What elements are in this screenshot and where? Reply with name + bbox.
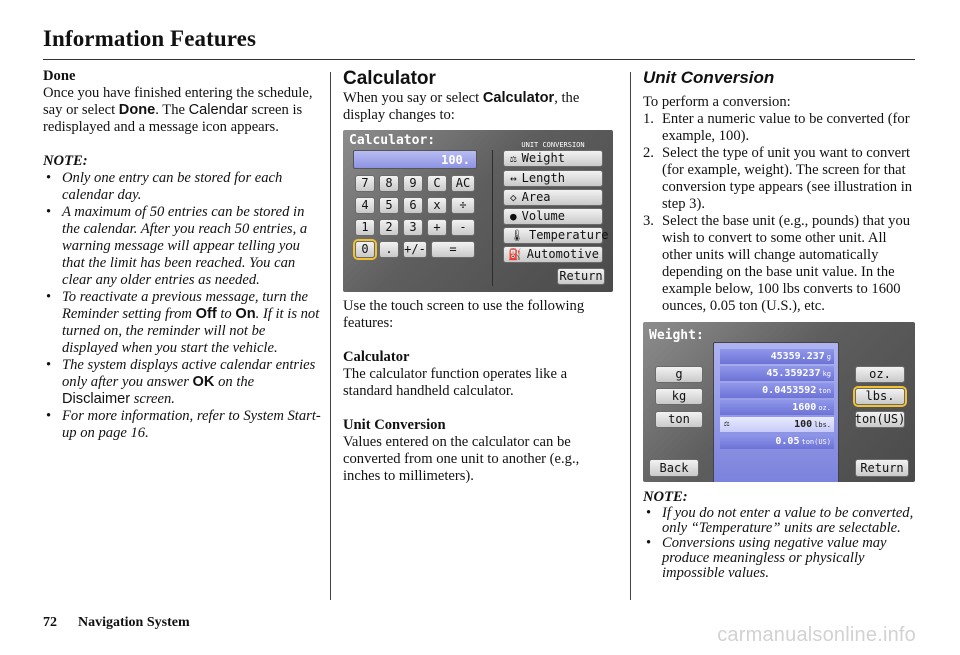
note-item: • For more information, refer to System Start-up on page 16.: [43, 408, 323, 442]
note-item: • If you do not enter a value to be converted, only “Temperature” units are selectable.: [643, 506, 918, 536]
calculator-description: The calculator function operates like a standard handheld calculator.: [343, 366, 568, 399]
unit-conversion-header: UNIT CONVERSION: [521, 141, 585, 149]
key-5[interactable]: 5: [379, 197, 399, 214]
calculator-screen-title: Calculator:: [349, 133, 436, 148]
done-paragraph: Once you have finished entering the schedule, say or select Done. The Calendar screen is redisplayed and a message icon appears.: [43, 85, 313, 135]
key-plus[interactable]: +: [427, 219, 447, 236]
value-row: 0.05 ton(US): [720, 434, 834, 449]
unit-area-button[interactable]: ◇ Area: [503, 189, 603, 206]
unit-conversion-heading: Unit Conversion: [643, 68, 775, 87]
unit-ton-us-button[interactable]: ton(US): [854, 412, 906, 426]
unit-lbs-button[interactable]: lbs.: [855, 388, 905, 405]
key-7[interactable]: 7: [355, 175, 375, 192]
weight-screen-title: Weight:: [649, 328, 704, 343]
page-title: Information Features: [43, 26, 257, 51]
calculator-intro: When you say or select Calculator, the display changes to:: [343, 90, 580, 123]
back-button[interactable]: Back: [649, 459, 699, 477]
key-minus[interactable]: -: [451, 219, 475, 236]
key-multiply[interactable]: x: [427, 197, 447, 214]
unit-kg-button[interactable]: kg: [655, 388, 703, 405]
step-item: 2. Select the type of unit you want to convert (for example, weight). The screen for that conversion type appears (see illustration in step 3).: [643, 145, 913, 212]
done-section: [43, 68, 323, 442]
step-item: 1. Enter a numeric value to be converted (for example, 100).: [643, 111, 910, 144]
unit-ton-button[interactable]: ton: [655, 411, 703, 428]
step-item: 3. Select the base unit (e.g., pounds) that you wish to convert to some other unit. All other units will change automatically depending on the base unit value. In the example below, 100 lbs converts to 1600 ounces, 0.05 ton (U.S.), etc.: [643, 213, 911, 314]
note-item: • A maximum of 50 entries can be stored in the calendar. After you reach 50 entries, a warning message will appear telling you that the limit has been reached. You can clear any older entries as needed.: [43, 204, 323, 289]
key-1[interactable]: 1: [355, 219, 375, 236]
done-heading: Done: [43, 68, 76, 84]
key-plus-minus[interactable]: +/-: [404, 242, 426, 256]
unit-oz-button[interactable]: oz.: [855, 366, 905, 383]
weight-values-panel: [713, 342, 839, 482]
weight-screen: [643, 322, 915, 482]
key-divide[interactable]: ÷: [451, 197, 475, 214]
note-label: NOTE:: [43, 153, 88, 169]
key-8[interactable]: 8: [379, 175, 399, 192]
note-item: • The system displays active calendar entries only after you answer OK on the Disclaimer screen.: [43, 357, 323, 408]
value-row: 45.359237 kg: [720, 366, 834, 381]
note-item: • To reactivate a previous message, turn the Reminder setting from Off to On. If it is not turned on, the reminder will not be displayed when you start the vehicle.: [43, 289, 323, 357]
note-item: • Conversions using negative value may produce meaningless or physically impossible values.: [643, 536, 918, 581]
unit-length-button[interactable]: ↔ Length: [503, 170, 603, 187]
touch-screen-paragraph: Use the touch screen to use the following features:: [343, 298, 585, 331]
unit-g-button[interactable]: g: [655, 366, 703, 383]
calculator-subheading: Calculator: [343, 349, 410, 365]
note-list: [43, 170, 323, 442]
length-icon: ↔: [510, 172, 517, 185]
weight-icon: ⚖: [510, 152, 517, 165]
watermark: carmanualsonline.info: [717, 624, 916, 646]
calculator-screen: [343, 130, 613, 292]
value-row: 0.0453592 ton: [720, 383, 834, 398]
unit-conversion-description: Values entered on the calculator can be converted from one unit to another (e.g., inches to millimeters).: [343, 434, 580, 484]
volume-icon: ●: [510, 210, 517, 223]
calculator-heading: Calculator: [343, 68, 436, 89]
thermometer-icon: 🌡: [510, 229, 524, 242]
key-6[interactable]: 6: [403, 197, 423, 214]
conversion-steps: [643, 111, 918, 315]
car-icon: ⛽: [508, 248, 522, 261]
column-divider: [630, 72, 631, 600]
value-row: 45359.237 g: [720, 349, 834, 364]
weight-icon: ⚖: [724, 419, 730, 429]
value-row: 1600 oz.: [720, 400, 834, 415]
note-label: NOTE:: [643, 489, 688, 505]
footer-label: Navigation System: [78, 615, 190, 630]
unit-temperature-button[interactable]: 🌡 Temperature: [503, 227, 603, 244]
unit-automotive-button[interactable]: ⛽ Automotive: [503, 246, 603, 263]
unit-conversion-subheading: Unit Conversion: [343, 417, 446, 433]
key-9[interactable]: 9: [403, 175, 423, 192]
key-4[interactable]: 4: [355, 197, 375, 214]
conversion-intro: To perform a conversion:: [643, 94, 791, 110]
unit-volume-button[interactable]: ● Volume: [503, 208, 603, 225]
key-all-clear[interactable]: AC: [451, 175, 475, 192]
key-decimal[interactable]: .: [379, 241, 399, 258]
unit-conversion-section: [643, 68, 918, 581]
key-equals[interactable]: =: [431, 241, 475, 258]
key-3[interactable]: 3: [403, 219, 423, 236]
calculator-section: [343, 68, 618, 485]
key-clear[interactable]: C: [427, 175, 447, 192]
header-rule: [43, 59, 915, 60]
unit-weight-button[interactable]: ⚖ Weight: [503, 150, 603, 167]
page-number: 72: [43, 615, 57, 630]
calculator-display: 100.: [353, 150, 477, 169]
return-button[interactable]: Return: [855, 459, 909, 477]
area-icon: ◇: [510, 191, 517, 204]
note-item: • Only one entry can be stored for each calendar day.: [43, 170, 323, 204]
return-button[interactable]: Return: [557, 268, 605, 285]
key-2[interactable]: 2: [379, 219, 399, 236]
base-value-row: ⚖ 100 lbs.: [720, 417, 834, 432]
column-divider: [330, 72, 331, 600]
note-list: [643, 506, 918, 581]
key-0[interactable]: 0: [355, 241, 375, 258]
